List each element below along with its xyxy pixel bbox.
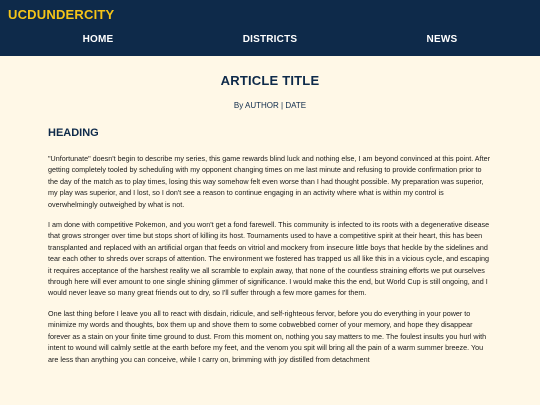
site-logo[interactable]: UCDUNDERCITY [8,7,115,22]
article-byline: By AUTHOR | DATE [233,101,307,110]
article-paragraph-1: "Unfortunate" doesn't begin to describe my series, this game rewards blind luck and nothing else, I am beyond convinced at this point. After getting completely tooled by scheduling with my opponent changing times on me last minute and refusing to provide confirmation prior to the day of the match as to play times, losing this way somehow felt even worse than I had thought possible. My preparation was superior, my play was superior, and I lost, so I don't see a reason to continue engaging in an activity where what is within my control is overwhelmingly outweighed by what is not. [48,154,490,209]
article-paragraph-3: One last thing before I leave you all to react with disdain, ridicule, and self-righteous fervor, before you do everything in your power to minimize my words and thoughts, box them up and shove them to some cobwebbed corner of your memory, and hope they disappear forever as a stain on your finite time ground to dust. From this moment on, nothing you say matters to me. The foulest insults you hurl with intent to wound will calmly settle at the earth before my feet, and the venom you spit will bring all the pain of a warm summer breeze. You are less than anything you can conceive, while I carry on, brimming with joy distilled from detachment [48,308,487,364]
article [0,73,540,365]
nav-link-news[interactable]: NEWS [426,34,458,45]
site-header [0,0,540,56]
article-paragraph-2: I am done with competitive Pokemon, and you won't get a fond farewell. This community is infected to its roots with a degenerative disease that grows stronger over time but stops short of killing its host. Tournaments used to have a competitive spirit at their heart, this has been transplanted and replaced with an artificial organ that feeds on vitriol and mockery from insecure little boys that heckle by the sidelines and tear each other to shreds over scraps of attention. The environment we fostered has trapped us all like this in a vicious cycle, and escaping it requires acceptance of the harshest reality we all scramble to explain away, that none of the countless straining efforts we put ourselves through here will ever amount to one single shining glimmer of significance. I would make this the end, but World Cup is still ongoing, and I would never leave so many great friends out to dry, so I'll suffer through a few more games for them. [48,220,490,298]
nav-link-home[interactable]: HOME [82,34,114,45]
article-title: ARTICLE TITLE [220,73,320,88]
nav-link-districts[interactable]: DISTRICTS [242,34,298,45]
article-heading: HEADING [48,127,99,139]
main-nav [0,34,540,45]
